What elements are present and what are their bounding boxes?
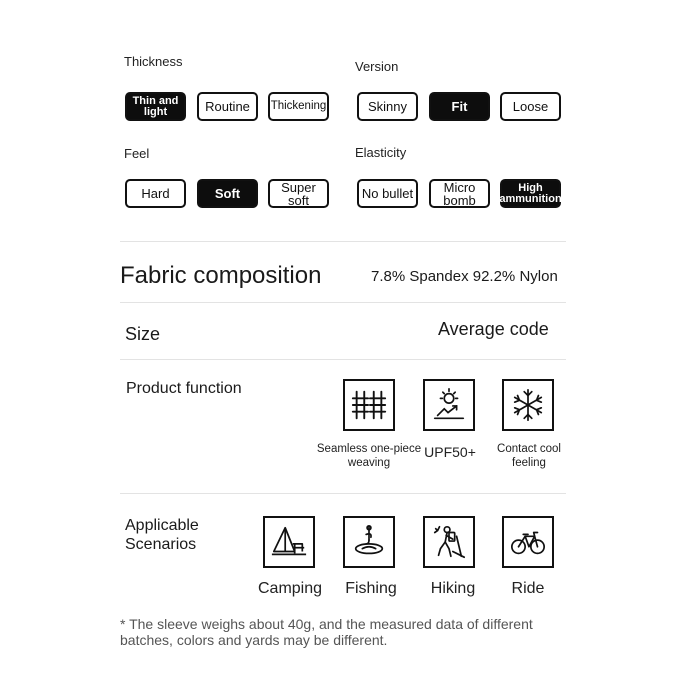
upf-caption: UPF50+ <box>424 444 476 460</box>
seamless-caption: Seamless one-piece weaving <box>316 443 422 469</box>
size-value: Average code <box>438 319 549 339</box>
fishing-caption: Fishing <box>345 580 397 597</box>
hiker-icon <box>423 516 475 568</box>
cool-caption: Contact cool feeling <box>497 443 561 469</box>
camping-caption: Camping <box>257 580 323 597</box>
product-function-label: Product function <box>126 380 242 397</box>
version-option-skinny[interactable]: Skinny <box>357 92 418 121</box>
thickness-label: Thickness <box>124 54 183 69</box>
feel-option-super-soft[interactable]: Super soft <box>268 179 329 208</box>
scenarios-label: Applicable Scenarios <box>125 517 199 553</box>
hiking-caption: Hiking <box>430 580 476 597</box>
bicycle-icon <box>502 516 554 568</box>
feel-option-hard[interactable]: Hard <box>125 179 186 208</box>
fishing-icon <box>343 516 395 568</box>
thickness-option-thin-light[interactable]: Thin and light <box>125 92 186 121</box>
snowflake-icon <box>502 379 554 431</box>
elasticity-option-high-ammunition[interactable]: High ammunition <box>500 179 561 208</box>
thickness-option-thickening[interactable]: Thickening <box>268 92 329 121</box>
feel-option-soft[interactable]: Soft <box>197 179 258 208</box>
ride-caption: Ride <box>511 580 545 597</box>
elasticity-label: Elasticity <box>355 145 407 160</box>
elasticity-option-no-bullet[interactable]: No bullet <box>357 179 418 208</box>
thickness-option-routine[interactable]: Routine <box>197 92 258 121</box>
version-label: Version <box>355 59 399 74</box>
divider <box>120 359 566 360</box>
size-label: Size <box>125 324 161 344</box>
fabric-value: 7.8% Spandex 92.2% Nylon <box>371 268 558 285</box>
feel-label: Feel <box>124 146 150 161</box>
footnote: * The sleeve weighs about 40g, and the measured data of different batches, colors and yards may be different. <box>120 616 533 648</box>
version-option-fit[interactable]: Fit <box>429 92 490 121</box>
elasticity-option-micro-bomb[interactable]: Micro bomb <box>429 179 490 208</box>
version-option-loose[interactable]: Loose <box>500 92 561 121</box>
fabric-label: Fabric composition <box>120 262 322 289</box>
divider <box>120 493 566 494</box>
seamless-weave-icon <box>343 379 395 431</box>
divider <box>120 302 566 303</box>
divider <box>120 241 566 242</box>
tent-icon <box>263 516 315 568</box>
sun-uv-icon <box>423 379 475 431</box>
